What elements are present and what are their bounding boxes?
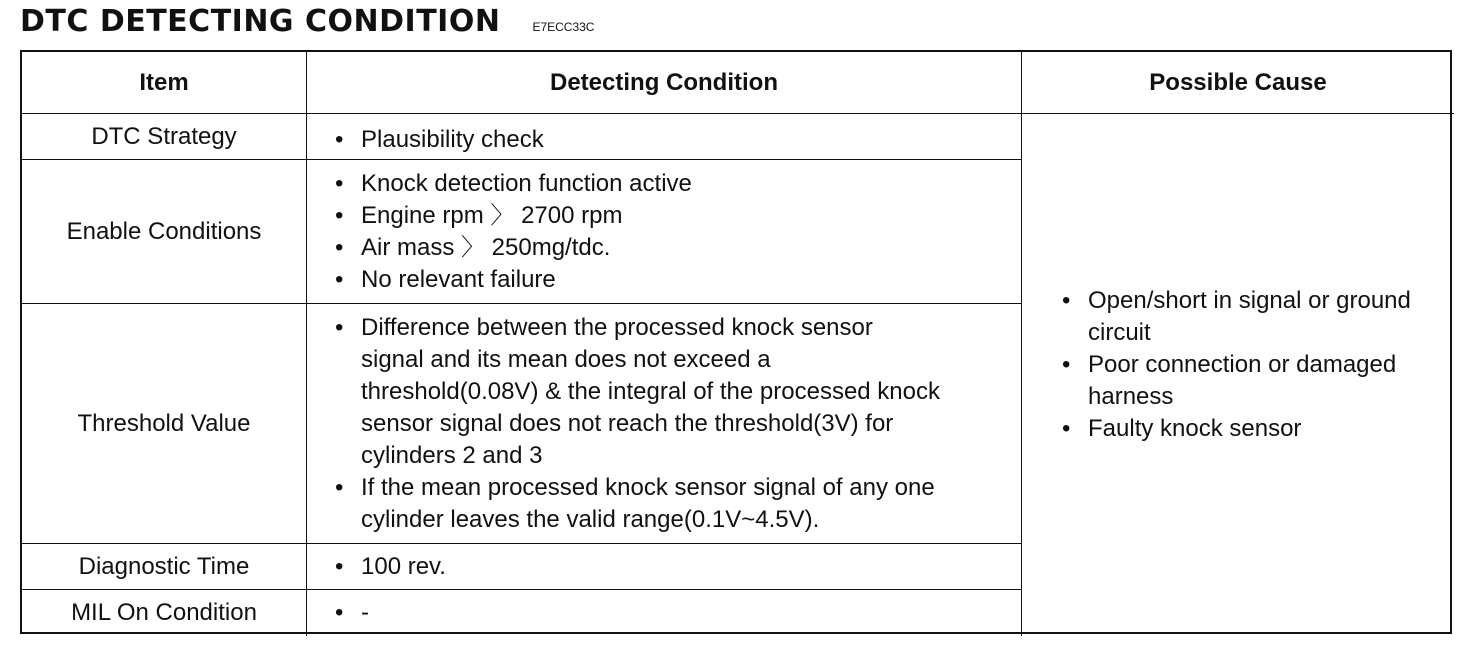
cause-item: • Poor connection or damaged harness: [1062, 349, 1454, 413]
heading: [20, 4, 594, 39]
condition-item: • If the mean processed knock sensor signal of any one cylinder leaves the valid range(0.1V~4.5V).: [335, 472, 971, 536]
row-conditions-threshold-value: [307, 304, 1022, 544]
row-conditions-enable-conditions: [307, 160, 1022, 304]
document-code: E7ECC33C: [532, 20, 595, 34]
row-conditions-dtc-strategy: [307, 114, 1022, 160]
header-detecting-condition: Detecting Condition: [307, 52, 1022, 114]
dtc-table: [20, 50, 1452, 634]
row-item-threshold-value: Threshold Value: [22, 304, 307, 544]
header-item: Item: [22, 52, 307, 114]
row-item-diagnostic-time: Diagnostic Time: [22, 544, 307, 590]
condition-item: • Knock detection function active: [335, 168, 1021, 200]
cause-item: • Faulty knock sensor: [1062, 413, 1454, 445]
condition-item: • Plausibility check: [335, 124, 1021, 156]
row-conditions-diagnostic-time: [307, 544, 1022, 590]
condition-item: • Engine rpm 〉 2700 rpm: [335, 200, 1021, 232]
possible-cause-cell: [1022, 114, 1454, 636]
row-item-dtc-strategy: DTC Strategy: [22, 114, 307, 160]
header-possible-cause: Possible Cause: [1022, 52, 1454, 114]
condition-item: • 100 rev.: [335, 551, 1021, 583]
condition-item: • Difference between the processed knock sensor signal and its mean does not exceed a threshold(0.08V) & the integral of the processed knock sensor signal does not reach the threshold(3V) for cylinders 2 and 3: [335, 312, 941, 472]
condition-item: • No relevant failure: [335, 264, 1021, 296]
row-item-enable-conditions: Enable Conditions: [22, 160, 307, 304]
row-conditions-mil-on-condition: [307, 590, 1022, 636]
condition-item: • -: [335, 597, 1021, 629]
page-title: DTC DETECTING CONDITION: [20, 4, 501, 39]
condition-item: • Air mass 〉 250mg/tdc.: [335, 232, 1021, 264]
row-item-mil-on-condition: MIL On Condition: [22, 590, 307, 636]
cause-item: • Open/short in signal or ground circuit: [1062, 285, 1454, 349]
